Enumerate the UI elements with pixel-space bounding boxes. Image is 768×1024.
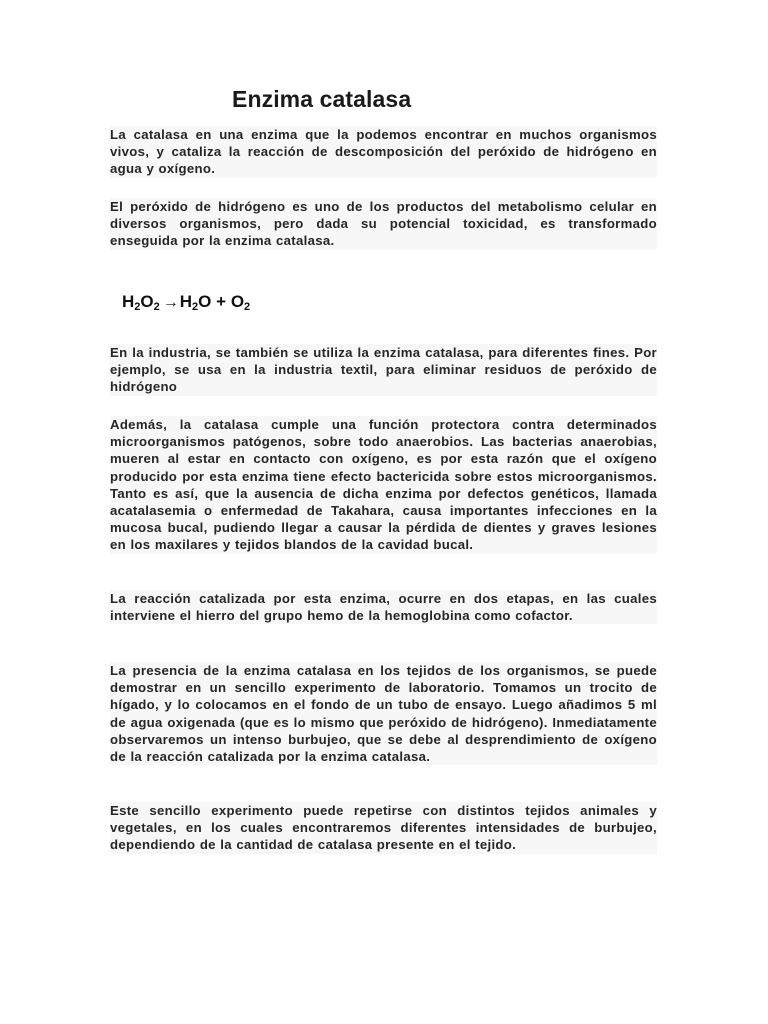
equation-plus: +: [216, 292, 227, 311]
equation-product-oxygen: $O_2$: [230, 292, 251, 313]
paragraph-experiment: La presencia de la enzima catalasa en los tejidos de los organismos, se puede demostrar en un sencillo experimento de laboratorio. Tomamos un trocito de hígado, y lo colocamos en el fondo de un tubo de ensayo. Luego añadimos 5 ml de agua oxigenada (que es lo mismo que peróxido de hidrógeno). Inmediatamente observaremos un intenso burbujeo, que se debe al desprendimiento de oxígeno de la reacción catalizada por la enzima catalasa.: [110, 663, 657, 765]
paragraph-metabolism: El peróxido de hidrógeno es uno de los productos del metabolismo celular en diversos organismos, pero dada su potencial toxicidad, es transformado enseguida por la enzima catalasa.: [110, 199, 657, 249]
document-title: Enzima catalasa: [232, 86, 412, 112]
chemical-equation: [122, 292, 250, 313]
paragraph-protective-function: Además, la catalasa cumple una función protectora contra determinados microorganismos patógenos, sobre todo anaerobios. Las bacterias anaerobias, mueren al estar en contacto con oxígeno, es por esta razón que el oxígeno producido por esta enzima tiene efecto bactericida sobre estos microorganismos. Tanto es así, que la ausencia de dicha enzima por defectos genéticos, llamada acatalasemia o enfermedad de Takahara, causa importantes infecciones en la mucosa bucal, pudiendo llegar a causar la pérdida de dientes y graves lesiones en los maxilares y tejidos blandos de la cavidad bucal.: [110, 417, 657, 553]
paragraph-conclusion: Este sencillo experimento puede repetirse con distintos tejidos animales y vegetales, en los cuales encontraremos diferentes intensidades de burbujeo, dependiendo de la cantidad de catalasa presente en el tejido.: [110, 803, 657, 853]
paragraph-reaction-stages: La reacción catalizada por esta enzima, ocurre en dos etapas, en las cuales interviene el hierro del grupo hemo de la hemoglobina como cofactor.: [110, 591, 657, 624]
equation-reactant: $H_2O_2$: [122, 292, 160, 313]
paragraph-industry: En la industria, se también se utiliza la enzima catalasa, para diferentes fines. Por ejemplo, se usa en la industria textil, para eliminar residuos de peróxido de hidrógeno: [110, 345, 657, 395]
reaction-arrow-icon: →: [162, 294, 179, 311]
equation-product-water: $H_2O$: [179, 292, 212, 313]
paragraph-intro: La catalasa en una enzima que la podemos encontrar en muchos organismos vivos, y cataliza la reacción de descomposición del peróxido de hidrógeno en agua y oxígeno.: [110, 127, 657, 177]
